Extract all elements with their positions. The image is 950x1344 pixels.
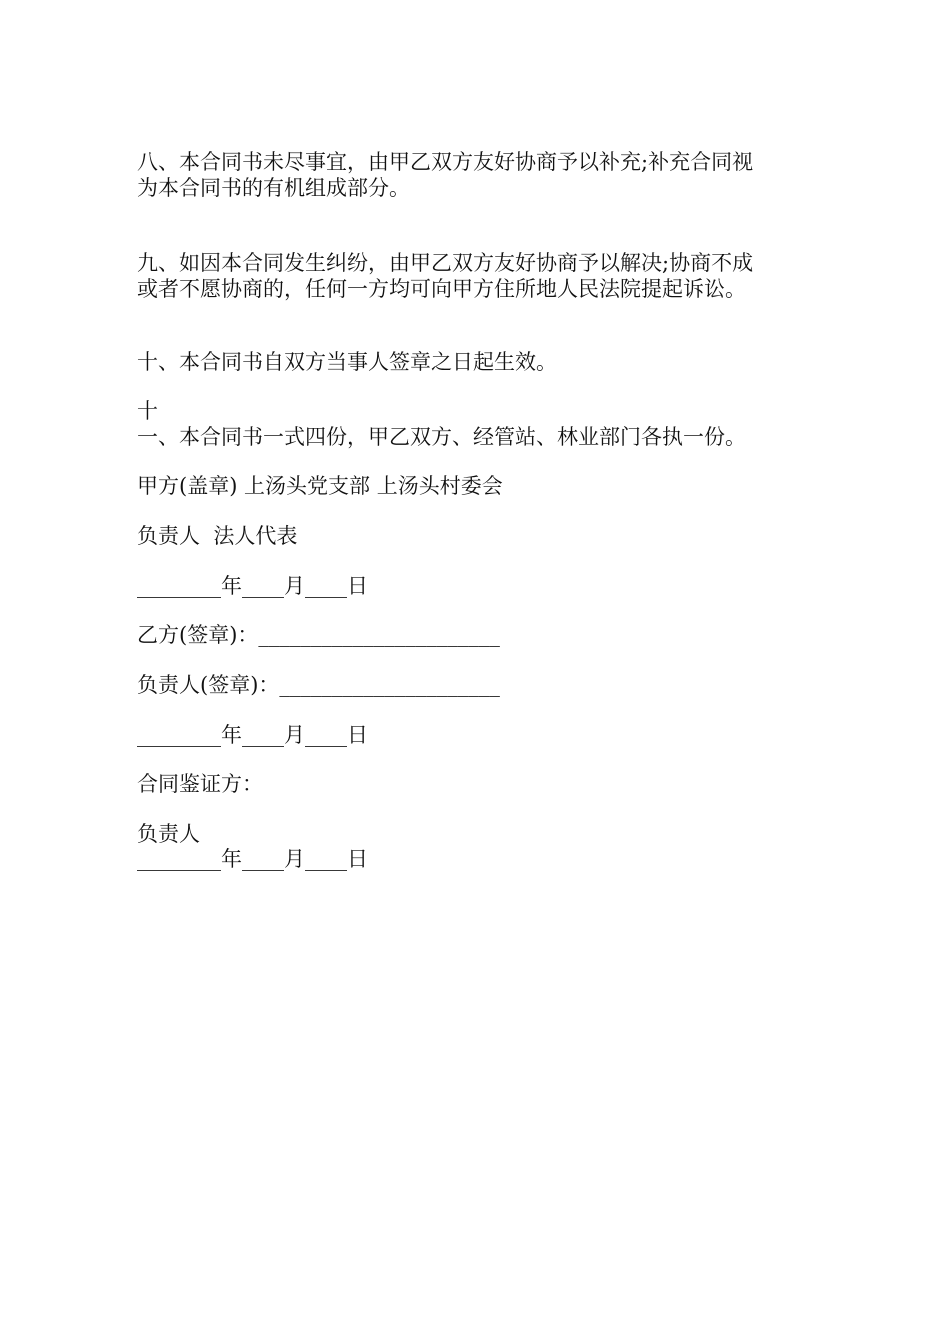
party-a-representative-line: 负责人 法人代表 [137,524,298,548]
clause-11-line-1: 十 [137,399,158,423]
party-b-seal-line: 乙方(签章)：_______________________ [137,623,500,647]
verifier-date-line: ________年____月____日 [137,847,368,871]
party-b-date-line: ________年____月____日 [137,723,368,747]
clause-9-line-1: 九、如因本合同发生纠纷，由甲乙双方友好协商予以解决;协商不成 [137,251,754,275]
party-b-representative-line: 负责人(签章)：_____________________ [137,673,500,697]
party-a-date-line: ________年____月____日 [137,574,368,598]
clause-10: 十、本合同书自双方当事人签章之日起生效。 [137,350,557,374]
verifier-label: 合同鉴证方： [137,772,263,796]
party-a-seal-line: 甲方(盖章) 上汤头党支部 上汤头村委会 [137,474,503,498]
clause-8-line-1: 八、本合同书未尽事宜，由甲乙双方友好协商予以补充;补充合同视 [137,150,754,174]
clause-8-line-2: 为本合同书的有机组成部分。 [137,176,410,200]
verifier-representative-line: 负责人 [137,822,200,846]
clause-9-line-2: 或者不愿协商的，任何一方均可向甲方住所地人民法院提起诉讼。 [137,277,746,301]
clause-11-line-2: 一、本合同书一式四份，甲乙双方、经管站、林业部门各执一份。 [137,425,746,449]
